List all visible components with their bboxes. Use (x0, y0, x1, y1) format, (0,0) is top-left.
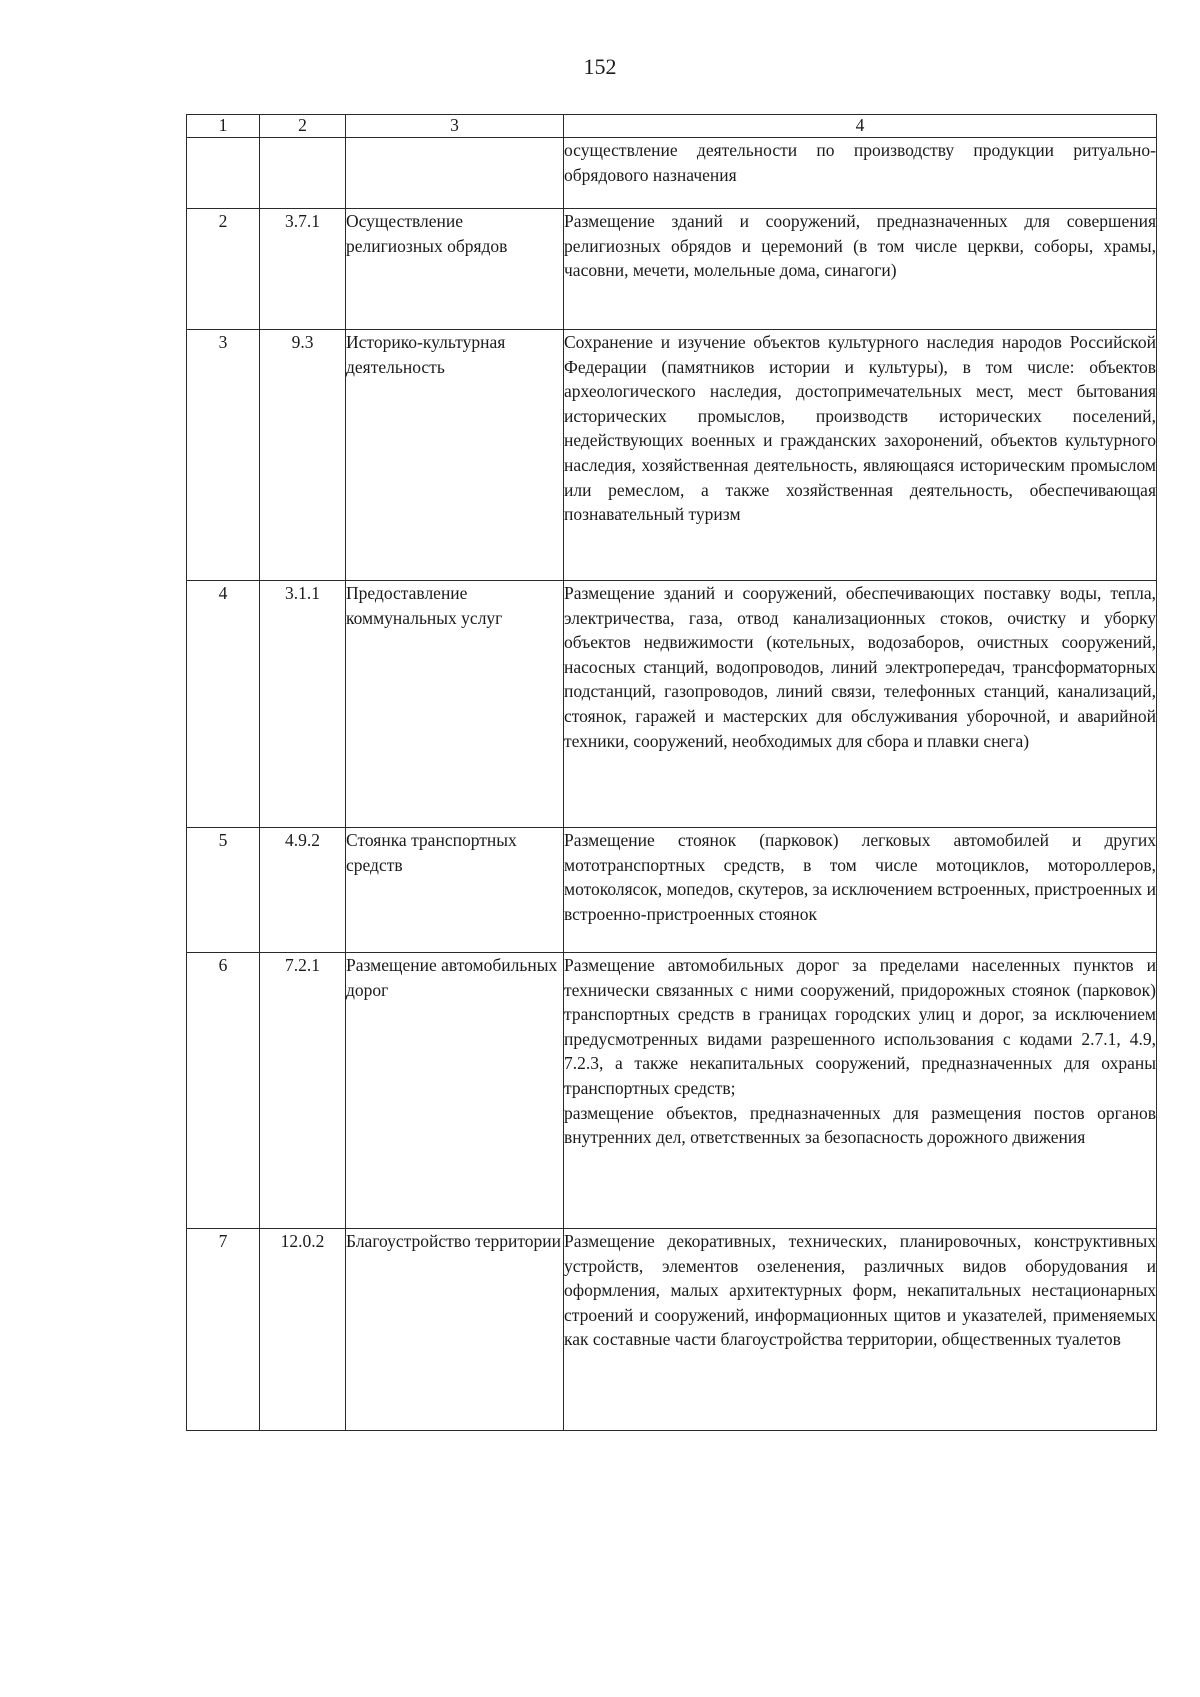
use-name: Предоставление коммунальных услуг (346, 581, 564, 828)
use-description (564, 209, 1157, 330)
use-code: 3.7.1 (260, 209, 346, 330)
use-code: 9.3 (260, 330, 346, 581)
table-row (187, 138, 1157, 209)
row-number: 5 (187, 828, 260, 953)
description-paragraph: Сохранение и изучение объектов культурного наследия народов Российской Федерации (памятников истории и культуры), в том числе: объектов археологического наследия, достопримечательных мест, мест бытования исторических промыслов, производств исторических поселений, недействующих военных и гражданских захоронений, объектов культурного наследия, хозяйственная деятельность, являющаяся историческим промыслом или ремеслом, а также хозяйственная деятельность, обеспечивающая познавательный туризм (564, 332, 1156, 525)
description-paragraph: осуществление деятельности по производству продукции ритуально-обрядового назначения (564, 140, 1156, 185)
use-description (564, 581, 1157, 828)
use-description (564, 138, 1157, 209)
row-number: 4 (187, 581, 260, 828)
use-name: Благоустройство территории (346, 1229, 564, 1431)
table-row (187, 828, 1157, 953)
description-paragraph: размещение объектов, предназначенных для размещения постов органов внутренних дел, ответственных за безопасность дорожного движения (564, 1102, 1156, 1148)
description-paragraph: Размещение зданий и сооружений, предназначенных для совершения религиозных обрядов и церемоний (в том числе церкви, соборы, храмы, часовни, мечети, молельные дома, синагоги) (564, 211, 1156, 281)
row-number: 2 (187, 209, 260, 330)
use-code: 12.0.2 (260, 1229, 346, 1431)
use-code: 7.2.1 (260, 953, 346, 1229)
use-name: Историко-культурная деятельность (346, 330, 564, 581)
use-description (564, 1229, 1157, 1431)
use-code (260, 138, 346, 209)
table-row (187, 209, 1157, 330)
use-name: Размещение автомобильных дорог (346, 953, 564, 1229)
column-header-3: 3 (346, 115, 564, 138)
column-header-2: 2 (260, 115, 346, 138)
description-paragraph: Размещение зданий и сооружений, обеспечивающих поставку воды, тепла, электричества, газа, отвод канализационных стоков, очистку и уборку объектов недвижимости (котельных, водозаборов, очистных сооружений, насосных станций, водопроводов, линий электропередач, трансформаторных подстанций, газопроводов, линий связи, телефонных станций, канализаций, стоянок, гаражей и мастерских для обслуживания уборочной, и аварийной техники, сооружений, необходимых для сбора и плавки снега) (564, 583, 1156, 751)
column-header-1: 1 (187, 115, 260, 138)
table-row (187, 953, 1157, 1229)
table-row (187, 330, 1157, 581)
use-name: Осуществление религиозных обрядов (346, 209, 564, 330)
description-paragraph: Размещение автомобильных дорог за пределами населенных пунктов и технически связанных с ними сооружений, придорожных стоянок (парковок) транспортных средств в границах городских улиц и дорог, за исключением предусмотренных видами разрешенного использования с кодами 2.7.1, 4.9, 7.2.3, а также некапитальных сооружений, предназначенных для охраны транспортных средств; (564, 955, 1156, 1098)
use-code: 4.9.2 (260, 828, 346, 953)
description-paragraph: Размещение декоративных, технических, планировочных, конструктивных устройств, элементов озеленения, различных видов оборудования и оформления, малых архитектурных форм, некапитальных нестационарных строений и сооружений, информационных щитов и указателей, применяемых как составные части благоустройства территории, общественных туалетов (564, 1231, 1156, 1350)
use-code: 3.1.1 (260, 581, 346, 828)
use-description (564, 828, 1157, 953)
use-description (564, 330, 1157, 581)
use-name (346, 138, 564, 209)
page-number: 152 (583, 54, 617, 79)
use-description (564, 953, 1157, 1229)
table-row (187, 1229, 1157, 1431)
use-name: Стоянка транспортных средств (346, 828, 564, 953)
table-row (187, 581, 1157, 828)
table-header-row (187, 115, 1157, 138)
row-number: 6 (187, 953, 260, 1229)
description-paragraph: Размещение стоянок (парковок) легковых автомобилей и других мототранспортных средств, в том числе мотоциклов, мотороллеров, мотоколясок, мопедов, скутеров, за исключением встроенных, пристроенных и встроенно-пристроенных стоянок (564, 830, 1156, 924)
row-number (187, 138, 260, 209)
row-number: 7 (187, 1229, 260, 1431)
land-use-table (186, 114, 1157, 1431)
row-number: 3 (187, 330, 260, 581)
column-header-4: 4 (564, 115, 1157, 138)
